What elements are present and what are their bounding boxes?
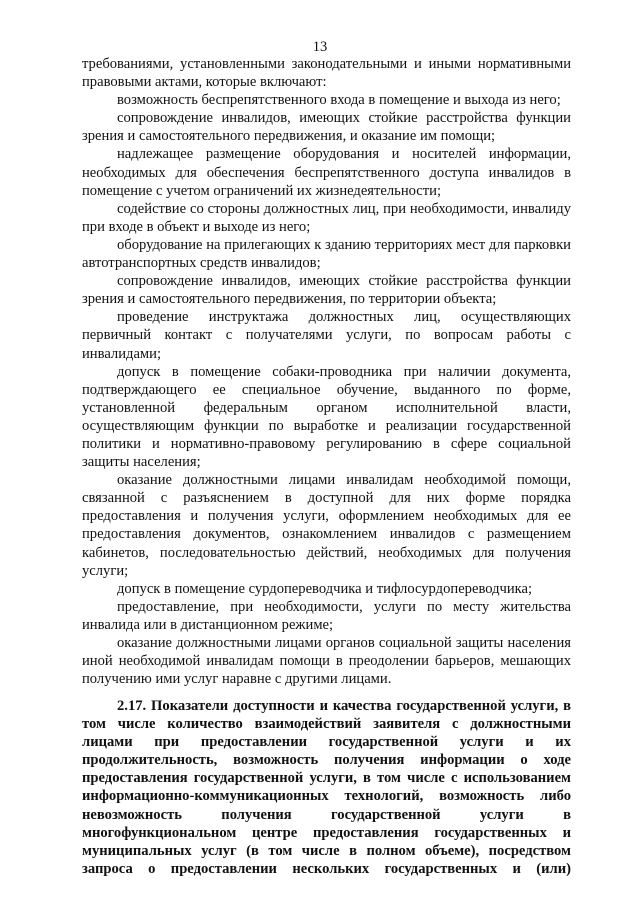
section-heading-text: 2.17. Показатели доступности и качества государственной услуги, в том числе количество взаимодействий заявителя с должностными лицами при предоставлении государственной услуги и их продолжительность, возможность получения информации о ходе предоставления государственной услуги, в том числе с использованием информационно-коммуникационных технологий, возможность либо невозможность получения государственной услуги в многофункциональном центре предоставления государственных и муниципальных услуг (в том числе в полном объеме), посредством запроса о предоставлении нескольких государственных и (или): [82, 698, 571, 877]
paragraph: оказание должностными лицами инвалидам необходимой помощи, связанной с разъяснением в доступной для них форме порядка предоставления и получения услуги, оформлением необходимых для ее предоставления документов, ознакомлением инвалидов с размещением кабинетов, последовательностью действий, необходимых для получения услуги;: [82, 472, 571, 579]
page-number: 13: [312, 39, 328, 55]
paragraph: оборудование на прилегающих к зданию территориях мест для парковки автотранспортных средств инвалидов;: [82, 236, 571, 272]
paragraph: сопровождение инвалидов, имеющих стойкие расстройства функции зрения и самостоятельного передвижения, и оказание им помощи;: [82, 110, 571, 145]
body-text: [82, 55, 571, 688]
paragraph: оказание должностными лицами органов социальной защиты населения иной необходимой инвалидам помощи в преодолении барьеров, мешающих получению ими услуг наравне с другими лицами.: [82, 635, 571, 688]
paragraph: допуск в помещение сурдопереводчика и тифлосурдопереводчика;: [117, 580, 533, 597]
paragraph: сопровождение инвалидов, имеющих стойкие расстройства функции зрения и самостоятельного передвижения, по территории объекта;: [82, 273, 571, 308]
paragraph: допуск в помещение собаки-проводника при наличии документа, подтверждающего ее специальное обучение, выданного по форме, установленной федеральным органом исполнительной власти, осуществляющим функции по выработке и реализации государственной политики и нормативно-правовому регулированию в сфере социальной защиты населения;: [82, 363, 571, 471]
paragraph: содействие со стороны должностных лиц, при необходимости, инвалиду при входе в объект и выходе из него;: [82, 200, 571, 235]
paragraph: надлежащее размещение оборудования и носителей информации, необходимых для обеспечения беспрепятственного доступа инвалидов в помещение с учетом ограничений их жизнедеятельности;: [82, 146, 571, 199]
paragraph: возможность беспрепятственного входа в помещение и выхода из него;: [117, 92, 561, 109]
section-heading: [82, 697, 571, 878]
paragraph: требованиями, установленными законодательными и иными нормативными правовыми актами, которые включают:: [82, 56, 571, 91]
paragraph: предоставление, при необходимости, услуги по месту жительства инвалида или в дистанционном режиме;: [82, 598, 571, 633]
paragraph: проведение инструктажа должностных лиц, осуществляющих первичный контакт с получателями услуги, по вопросам работы с инвалидами;: [82, 309, 571, 362]
